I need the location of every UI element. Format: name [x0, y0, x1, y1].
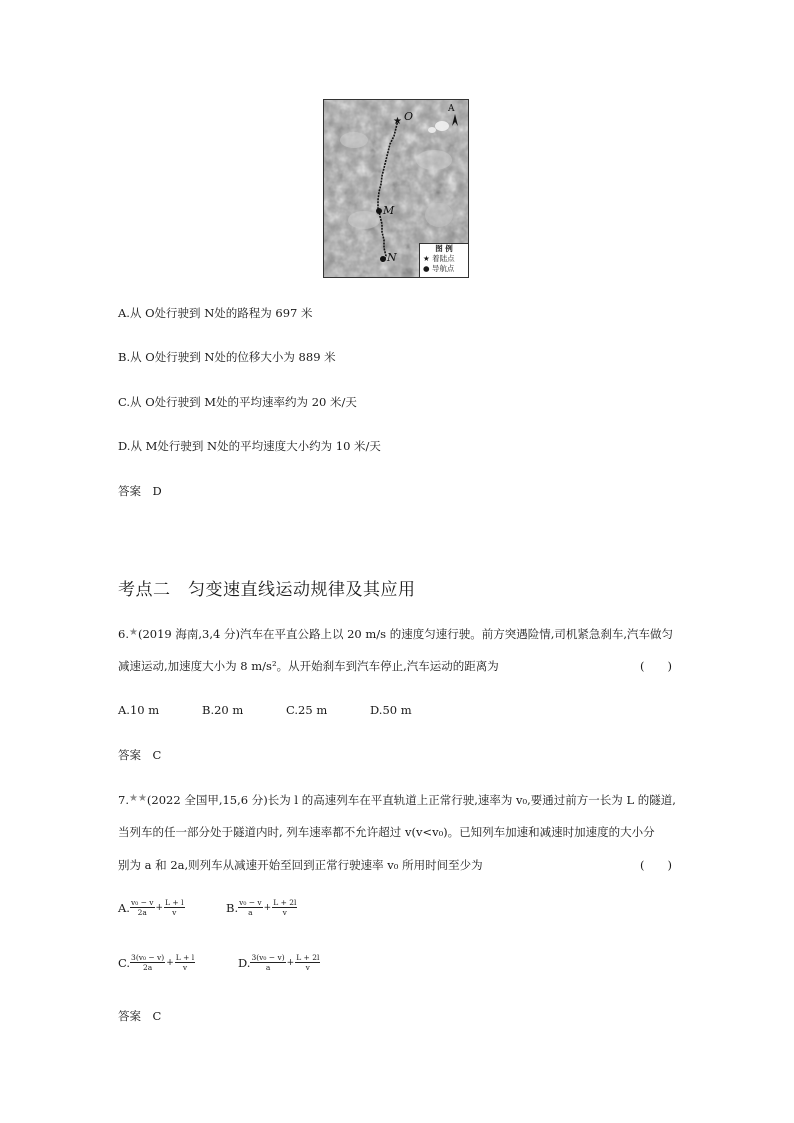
q6-line2: 减速运动,加速度大小为 8 m/s²。从开始刹车到汽车停止,汽车运动的距离为: [118, 659, 499, 673]
difficulty-star-icon: ★: [128, 627, 138, 638]
q6-answer-paren: ( ): [640, 659, 672, 673]
q7-answer: 答案 C: [118, 1009, 162, 1023]
fraction: $\frac{L + 2l}{v}$: [296, 953, 320, 972]
q7-line2: 当列车的任一部分处于隧道内时, 列车速率都不允许超过 v(v<v₀)。已知列车加速和减速时加速度的大小分: [118, 825, 655, 839]
fraction: $\frac{\text{3(v₀ − v)}}{2a}$: [131, 953, 165, 972]
label-north: A: [448, 104, 455, 114]
legend-landing: ★ 着陆点: [423, 254, 455, 263]
fraction: $\frac{\text{3(v₀ − v)}}{a}$: [251, 953, 285, 972]
map-figure: [323, 99, 469, 278]
section-heading: 考点二 匀变速直线运动规律及其应用: [118, 580, 416, 600]
legend-nav: ● 导航点: [423, 264, 455, 273]
q5-option-a: A.从 O处行驶到 N处的路程为 697 米: [118, 306, 313, 320]
q5-option-b: B.从 O处行驶到 N处的位移大小为 889 米: [118, 350, 336, 364]
q6-option-a: A.10 m: [118, 703, 160, 717]
fraction: $\frac{L + l}{v}$: [165, 898, 184, 917]
fraction: $\frac{L + 2l}{v}$: [273, 898, 297, 917]
q7-number: 7.: [118, 793, 129, 807]
legend-title: 图 例: [435, 244, 453, 253]
q7-option-c: C. $\frac{\text{3(v₀ − v)}}{2a}$ + $\frac{L + l}{v}$: [118, 953, 195, 972]
label-n: N: [387, 251, 397, 264]
nav-point-m: [376, 208, 382, 214]
q7-line3: 别为 a 和 2a,则列车从减速开始至回到正常行驶速率 v₀ 所用时间至少为: [118, 858, 483, 872]
nav-point-n: [380, 256, 386, 262]
q5-answer: 答案 D: [118, 484, 162, 498]
label-o: O: [404, 110, 414, 123]
difficulty-stars-icon: ★★: [128, 793, 147, 804]
label-m: M: [383, 204, 395, 217]
fraction: $\frac{\text{v₀ − v}}{a}$: [239, 898, 262, 917]
q7-option-d: D. $\frac{\text{3(v₀ − v)}}{a}$ + $\frac{L + 2l}{v}$: [238, 953, 320, 972]
q6-answer: 答案 C: [118, 748, 162, 762]
q7-text1: (2022 全国甲,15,6 分)长为 l 的高速列车在平直轨道上正常行驶,速率为 v₀,要通过前方一长为 L 的隧道,: [146, 793, 676, 807]
q6-option-d: D.50 m: [370, 703, 412, 717]
map-legend: [419, 243, 469, 278]
q6-option-c: C.25 m: [286, 703, 328, 717]
q6-option-b: B.20 m: [202, 703, 244, 717]
q6-text1: (2019 海南,3,4 分)汽车在平直公路上以 20 m/s 的速度匀速行驶。前方突遇险情,司机紧急刹车,汽车做匀: [137, 627, 674, 641]
q6-number: 6.: [118, 627, 129, 641]
q5-option-c: C.从 O处行驶到 M处的平均速率约为 20 米/天: [118, 395, 357, 409]
q5-option-d: D.从 M处行驶到 N处的平均速度大小约为 10 米/天: [118, 439, 381, 453]
q7-line1: [118, 791, 676, 808]
q7-option-b: B. $\frac{\text{v₀ − v}}{a}$ + $\frac{L + 2l}{v}$: [226, 898, 297, 917]
q7-answer-paren: ( ): [640, 858, 672, 872]
q6-line1: [118, 625, 673, 642]
landing-star-icon: ★: [393, 116, 402, 127]
q7-option-a: A. $\frac{\text{v₀ − v}}{2a}$ + $\frac{L + l}{v}$: [118, 898, 184, 917]
fraction: $\frac{L + l}{v}$: [175, 953, 195, 972]
fraction: $\frac{\text{v₀ − v}}{2a}$: [130, 898, 154, 917]
